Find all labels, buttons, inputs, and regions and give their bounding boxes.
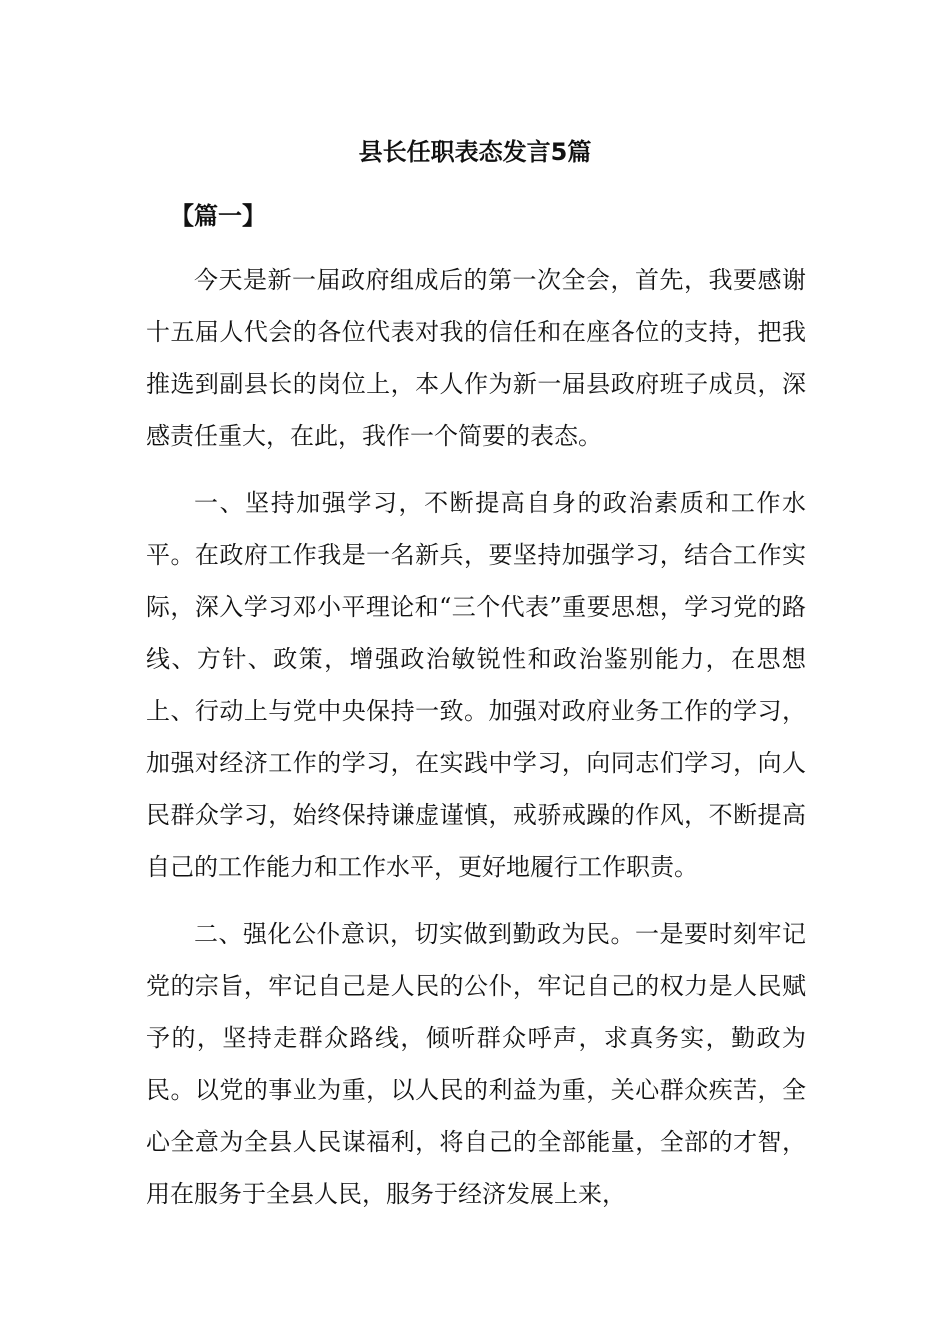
paragraph-2: 一、坚持加强学习，不断提高自身的政治素质和工作水平。在政府工作我是一名新兵，要坚持加强学习，结合工作实际，深入学习邓小平理论和“三个代表”重要思想，学习党的路线、方针、政策，增强政治敏锐性和政治鉴别能力，在思想上、行动上与党中央保持一致。加强对政府业务工作的学习，加强对经济工作的学习，在实践中学习，向同志们学习，向人民群众学习，始终保持谦虚谨慎，戒骄戒躁的作风，不断提高自己的工作能力和工作水平，更好地履行工作职责。 [146, 489, 806, 881]
paragraph-3: 二、强化公仆意识，切实做到勤政为民。一是要时刻牢记党的宗旨，牢记自己是人民的公仆，牢记自己的权力是人民赋予的，坚持走群众路线，倾听群众呼声，求真务实，勤政为民。以党的事业为重，以人民的利益为重，关心群众疾苦，全心全意为全县人民谋福利，将自己的全部能量，全部的才智，用在服务于全县人民，服务于经济发展上来， [146, 920, 806, 1208]
section-heading: 【篇一】 [170, 202, 266, 230]
document-body [146, 254, 806, 1235]
document-title: 县长任职表态发言5篇 [358, 138, 592, 166]
paragraph-1: 今天是新一届政府组成后的第一次全会，首先，我要感谢十五届人代会的各位代表对我的信任和在座各位的支持，把我推选到副县长的岗位上，本人作为新一届县政府班子成员，深感责任重大，在此，我作一个简要的表态。 [146, 266, 806, 450]
